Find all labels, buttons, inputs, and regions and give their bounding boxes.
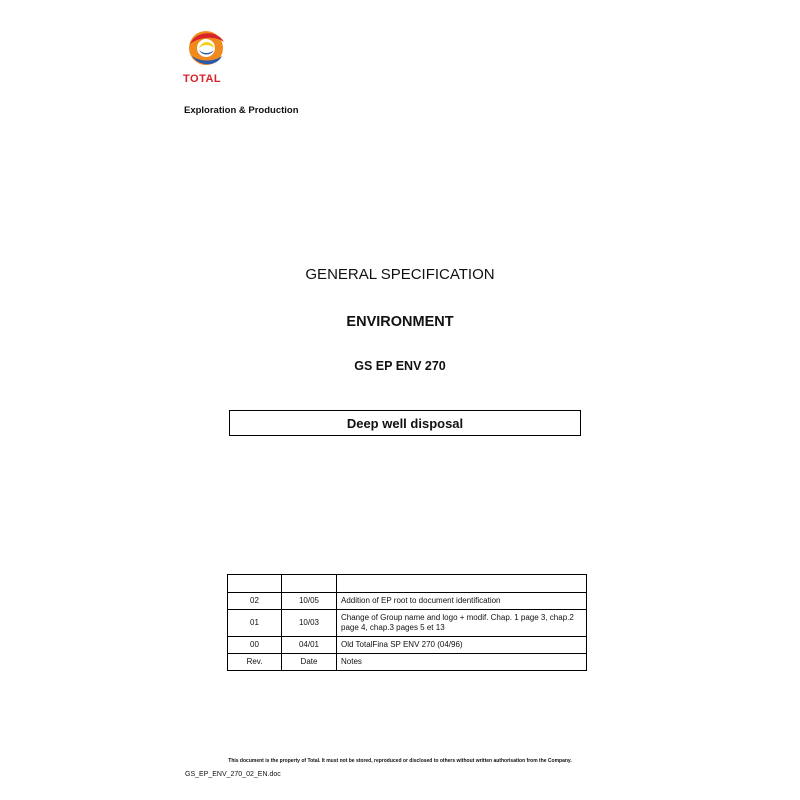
document-number: GS EP ENV 270 bbox=[354, 359, 446, 373]
rev-cell: 00 bbox=[228, 637, 282, 654]
notes-cell: Change of Group name and logo + modif. Chap. 1 page 3, chap.2 page 4, chap.3 pages 5 et 13 bbox=[337, 610, 587, 637]
document-domain: ENVIRONMENT bbox=[346, 314, 454, 330]
date-header: Date bbox=[282, 654, 337, 671]
property-notice: This document is the property of Total. It must not be stored, reproduced or disclosed to others without written authorisation from the Company. bbox=[228, 758, 572, 764]
date-cell: 04/01 bbox=[282, 637, 337, 654]
table-row bbox=[228, 610, 587, 637]
document-title: Deep well disposal bbox=[346, 415, 464, 431]
brand-name: TOTAL bbox=[183, 73, 222, 85]
table-header-row bbox=[228, 654, 587, 671]
table-row-blank bbox=[228, 575, 587, 593]
document-type: GENERAL SPECIFICATION bbox=[305, 266, 495, 283]
blank-cell bbox=[337, 575, 587, 593]
notes-cell: Old TotalFina SP ENV 270 (04/96) bbox=[337, 637, 587, 654]
blank-cell bbox=[228, 575, 282, 593]
date-cell: 10/03 bbox=[282, 610, 337, 637]
document-title-box bbox=[229, 410, 581, 436]
notes-header: Notes bbox=[337, 654, 587, 671]
table-row bbox=[228, 593, 587, 610]
revision-table bbox=[227, 574, 587, 671]
table-row bbox=[228, 637, 587, 654]
blank-cell bbox=[282, 575, 337, 593]
date-cell: 10/05 bbox=[282, 593, 337, 610]
rev-cell: 01 bbox=[228, 610, 282, 637]
division-label: Exploration & Production bbox=[184, 105, 299, 116]
rev-cell: 02 bbox=[228, 593, 282, 610]
file-name: GS_EP_ENV_270_02_EN.doc bbox=[185, 771, 281, 778]
rev-header: Rev. bbox=[228, 654, 282, 671]
notes-cell: Addition of EP root to document identification bbox=[337, 593, 587, 610]
